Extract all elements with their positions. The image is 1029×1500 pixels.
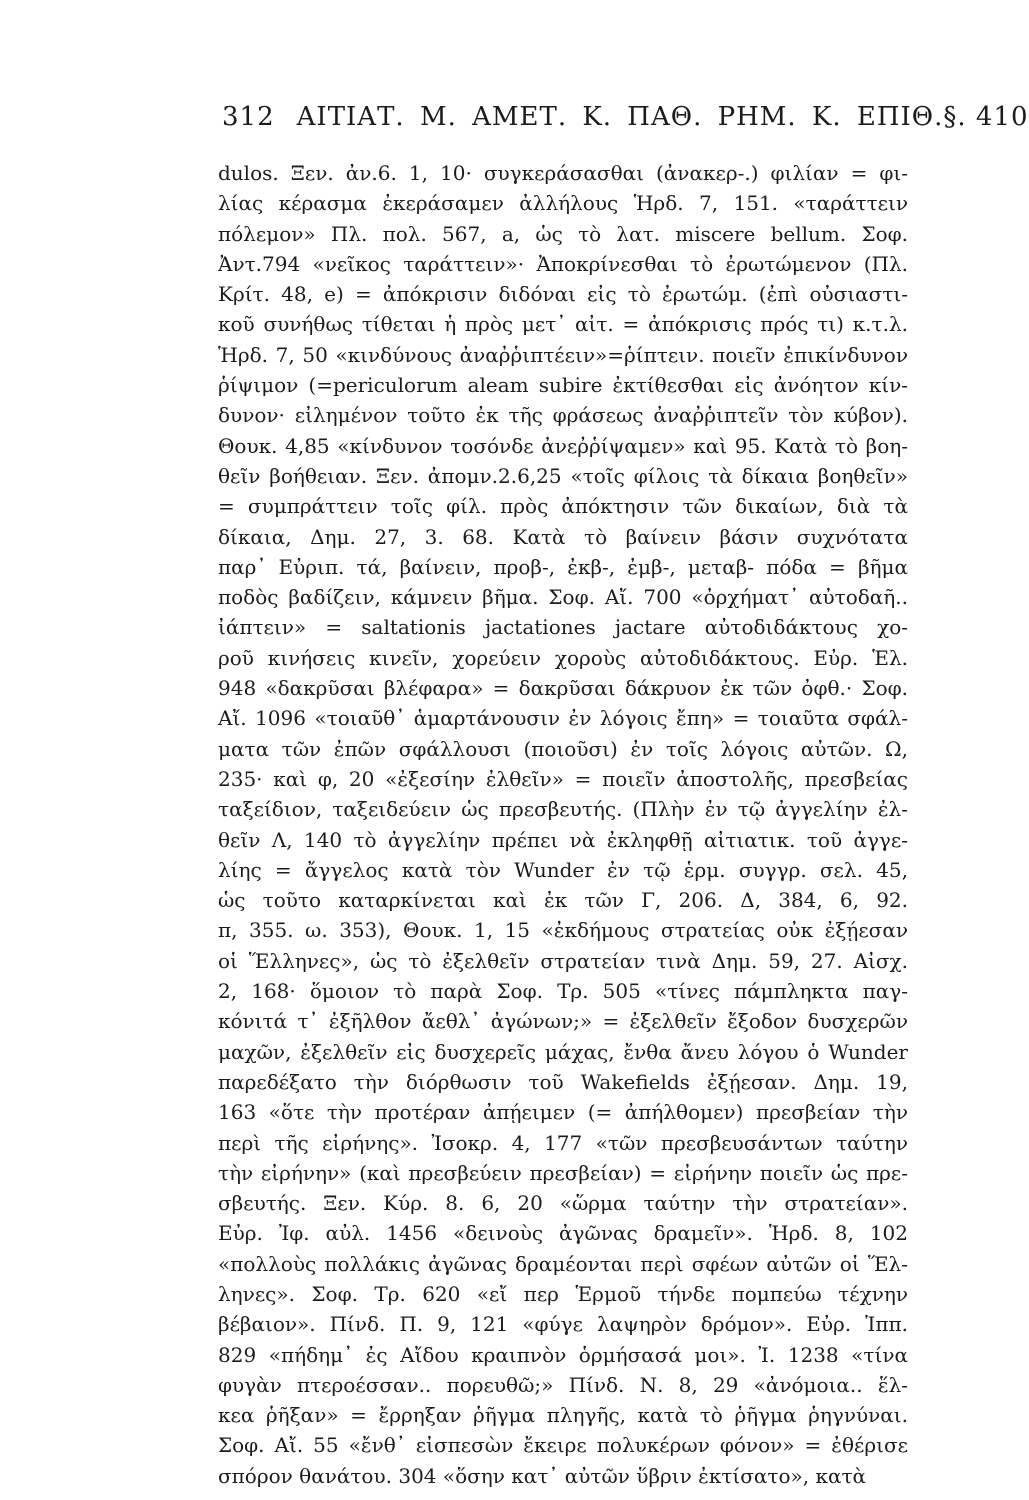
text-line: Αἴ. 1096 «τοιαῦθ᾽ ἁμαρτάνουσιν ἐν λόγοις ἔπη» = τοιαῦτα σφάλ-	[218, 706, 908, 731]
text-line: π, 355. ω. 353), Θουκ. 1, 15 «ἐκδήμους στρατείας οὐκ ἐξῄεσαν	[218, 918, 908, 943]
text-line: ταξείδιον, ταξειδεύειν ὡς πρεσβευτής. (Πλὴν ἐν τῷ ἀγγελίην ἐλ-	[218, 797, 908, 822]
text-line: σβευτής. Ξεν. Κύρ. 8. 6, 20 «ὥρμα ταύτην τὴν στρατείαν».	[218, 1191, 908, 1216]
text-line: τὴν εἰρήνην» (καὶ πρεσβεύειν πρεσβείαν) = εἰρήνην ποιεῖν ὡς πρε-	[218, 1160, 908, 1185]
page-number: 312	[222, 102, 275, 132]
running-head-title: ΑΙΤΙΑΤ. Μ. ΑΜΕΤ. Κ. ΠΑΘ. ΡΗΜ. Κ. ΕΠΙΘ.	[296, 102, 944, 132]
text-line: θεῖν Λ, 140 τὸ ἀγγελίην πρέπει νὰ ἐκληφθῇ αἰτιατικ. τοῦ ἀγγε-	[218, 827, 908, 852]
text-line: ποδὸς βαδίζειν, κάμνειν βῆμα. Σοφ. Αἴ. 700 «ὀρχήματ᾽ αὐτοδαῆ..	[218, 585, 908, 610]
text-line: κοῦ συνήθως τίθεται ἡ πρὸς μετ᾽ αἰτ. = ἀπόκρισις πρός τι) κ.τ.λ.	[218, 312, 908, 337]
text-line: ἰάπτειν» = saltationis jactationes jactare αὐτοδιδάκτους χο-	[218, 615, 908, 640]
text-line: ὡς τοῦτο καταρκίνεται καὶ ἐκ τῶν Γ, 206. Δ, 384, 6, 92.	[218, 888, 908, 913]
text-line: ματα τῶν ἐπῶν σφάλλουσι (ποιοῦσι) ἐν τοῖς λόγοις αὐτῶν. Ω,	[218, 736, 908, 761]
text-line: Κρίτ. 48, e) = ἀπόκρισιν διδόναι εἰς τὸ ἐρωτώμ. (ἐπὶ οὐσιαστι-	[218, 282, 908, 307]
text-line: 163 «ὅτε τὴν προτέραν ἀπῄειμεν (= ἀπήλθομεν) πρεσβείαν τὴν	[218, 1100, 908, 1125]
text-line: ροῦ κινήσεις κινεῖν, χορεύειν χοροὺς αὐτοδιδάκτους. Εὐρ. Ἑλ.	[218, 645, 908, 670]
text-line: σπόρον θανάτου. 304 «ὅσην κατ᾽ αὐτῶν ὕβριν ἐκτίσατο», κατὰ	[218, 1463, 867, 1488]
text-line: 235· καὶ φ, 20 «ἐξεσίην ἐλθεῖν» = ποιεῖν ἀποστολῆς, πρεσβείας	[218, 766, 908, 791]
text-line: παρεδέξατο τὴν διόρθωσιν τοῦ Wakefields ἐξῄεσαν. Δημ. 19,	[218, 1069, 908, 1094]
text-line: 829 «πήδημ᾽ ἐς Αἴδου κραιπνὸν ὁρμήσασά μοι». Ἰ. 1238 «τίνα	[218, 1342, 908, 1367]
text-line: θεῖν βοήθειαν. Ξεν. ἀπομν.2.6,25 «τοῖς φίλοις τὰ δίκαια βοηθεῖν»	[218, 463, 908, 488]
text-line: οἱ Ἕλληνες», ὡς τὸ ἐξελθεῖν στρατείαν τινὰ Δημ. 59, 27. Αἰσχ.	[218, 948, 908, 973]
text-line: «πολλοὺς πολλάκις ἀγῶνας δραμέονται περὶ σφέων αὐτῶν οἱ Ἕλ-	[218, 1251, 908, 1276]
text-line: περὶ τῆς εἰρήνης». Ἰσοκρ. 4, 177 «τῶν πρεσβευσάντων ταύτην	[218, 1130, 908, 1155]
text-line: dulos. Ξεν. ἀν.6. 1, 10· συγκεράσασθαι (ἀνακερ-.) φιλίαν = φι-	[218, 161, 908, 185]
text-line: ληνες». Σοφ. Τρ. 620 «εἴ περ Ἑρμοῦ τήνδε πομπεύω τέχνην	[218, 1281, 908, 1306]
text-line: 948 «δακρῦσαι βλέφαρα» = δακρῦσαι δάκρυον ἐκ τῶν ὀφθ.· Σοφ.	[218, 676, 908, 701]
text-line: ῥίψιμον (=periculorum aleam subire ἐκτίθεσθαι εἰς ἀνόητον κίν-	[218, 373, 908, 398]
text-line: παρ᾽ Εὐριπ. τά, βαίνειν, προβ-, ἐκβ-, ἐμβ-, μεταβ- πόδα = βῆμα	[218, 554, 908, 579]
text-line: Σοφ. Αἴ. 55 «ἔνθ᾽ εἰσπεσὼν ἔκειρε πολυκέρων φόνον» = ἐθέρισε	[218, 1433, 908, 1458]
text-line: Θουκ. 4,85 «κίνδυνον τοσόνδε ἀνεῤῥίψαμεν» καὶ 95. Κατὰ τὸ βοη-	[218, 433, 908, 458]
text-line: 2, 168· ὅμοιον τὸ παρὰ Σοφ. Τρ. 505 «τίνες πάμπληκτα παγ-	[218, 979, 908, 1004]
text-line: λίης = ἄγγελος κατὰ τὸν Wunder ἐν τῷ ἑρμ. συγγρ. σελ. 45,	[218, 857, 908, 882]
text-line: δυνον· εἰλημένον τοῦτο ἐκ τῆς φράσεως ἀναῤῥιπτεῖν τὸν κύβον).	[218, 403, 908, 428]
text-line: λίας κέρασμα ἐκεράσαμεν ἀλλήλους Ἡρδ. 7, 151. «ταράττειν	[218, 191, 908, 216]
body-text	[218, 158, 908, 1491]
text-line: Ἡρδ. 7, 50 «κινδύνους ἀναῤῥιπτέειν»=ῥίπτειν. ποιεῖν ἐπικίνδυνον	[218, 342, 908, 367]
text-line: δίκαια, Δημ. 27, 3. 68. Κατὰ τὸ βαίνειν βάσιν συχνότατα	[218, 524, 908, 549]
text-line: κόνιτά τ᾽ ἐξῆλθον ἄεθλ᾽ ἀγώνων;» = ἐξελθεῖν ἔξοδον δυσχερῶν	[218, 1009, 908, 1034]
text-line: = συμπράττειν τοῖς φίλ. πρὸς ἀπόκτησιν τῶν δικαίων, διὰ τὰ	[218, 494, 908, 519]
text-line: πόλεμον» Πλ. πολ. 567, a, ὡς τὸ λατ. miscere bellum. Σοφ.	[218, 221, 908, 246]
text-line: κεα ῥῆξαν» = ἔρρηξαν ῥῆγμα πληγῆς, κατὰ τὸ ῥῆγμα ῥηγνύναι.	[218, 1403, 908, 1428]
text-line: Ἀντ.794 «νεῖκος ταράττειν»· Ἀποκρίνεσθαι τὸ ἐρωτώμενον (Πλ.	[218, 251, 908, 276]
text-line: βέβαιον». Πίνδ. Π. 9, 121 «φύγε λαψηρὸν δρόμον». Εὐρ. Ἱππ.	[218, 1312, 908, 1337]
text-line: μαχῶν, ἐξελθεῖν εἰς δυσχερεῖς μάχας, ἔνθα ἄνευ λόγου ὁ Wunder	[218, 1039, 908, 1064]
text-line: φυγὰν πτεροέσσαν.. πορευθῶ;» Πίνδ. Ν. 8, 29 «ἀνόμοια.. ἕλ-	[218, 1372, 908, 1397]
running-head	[222, 102, 1029, 142]
section-number: §. 410	[943, 102, 1029, 132]
text-line: Εὐρ. Ἰφ. αὐλ. 1456 «δεινοὺς ἀγῶνας δραμεῖν». Ἡρδ. 8, 102	[218, 1221, 908, 1246]
